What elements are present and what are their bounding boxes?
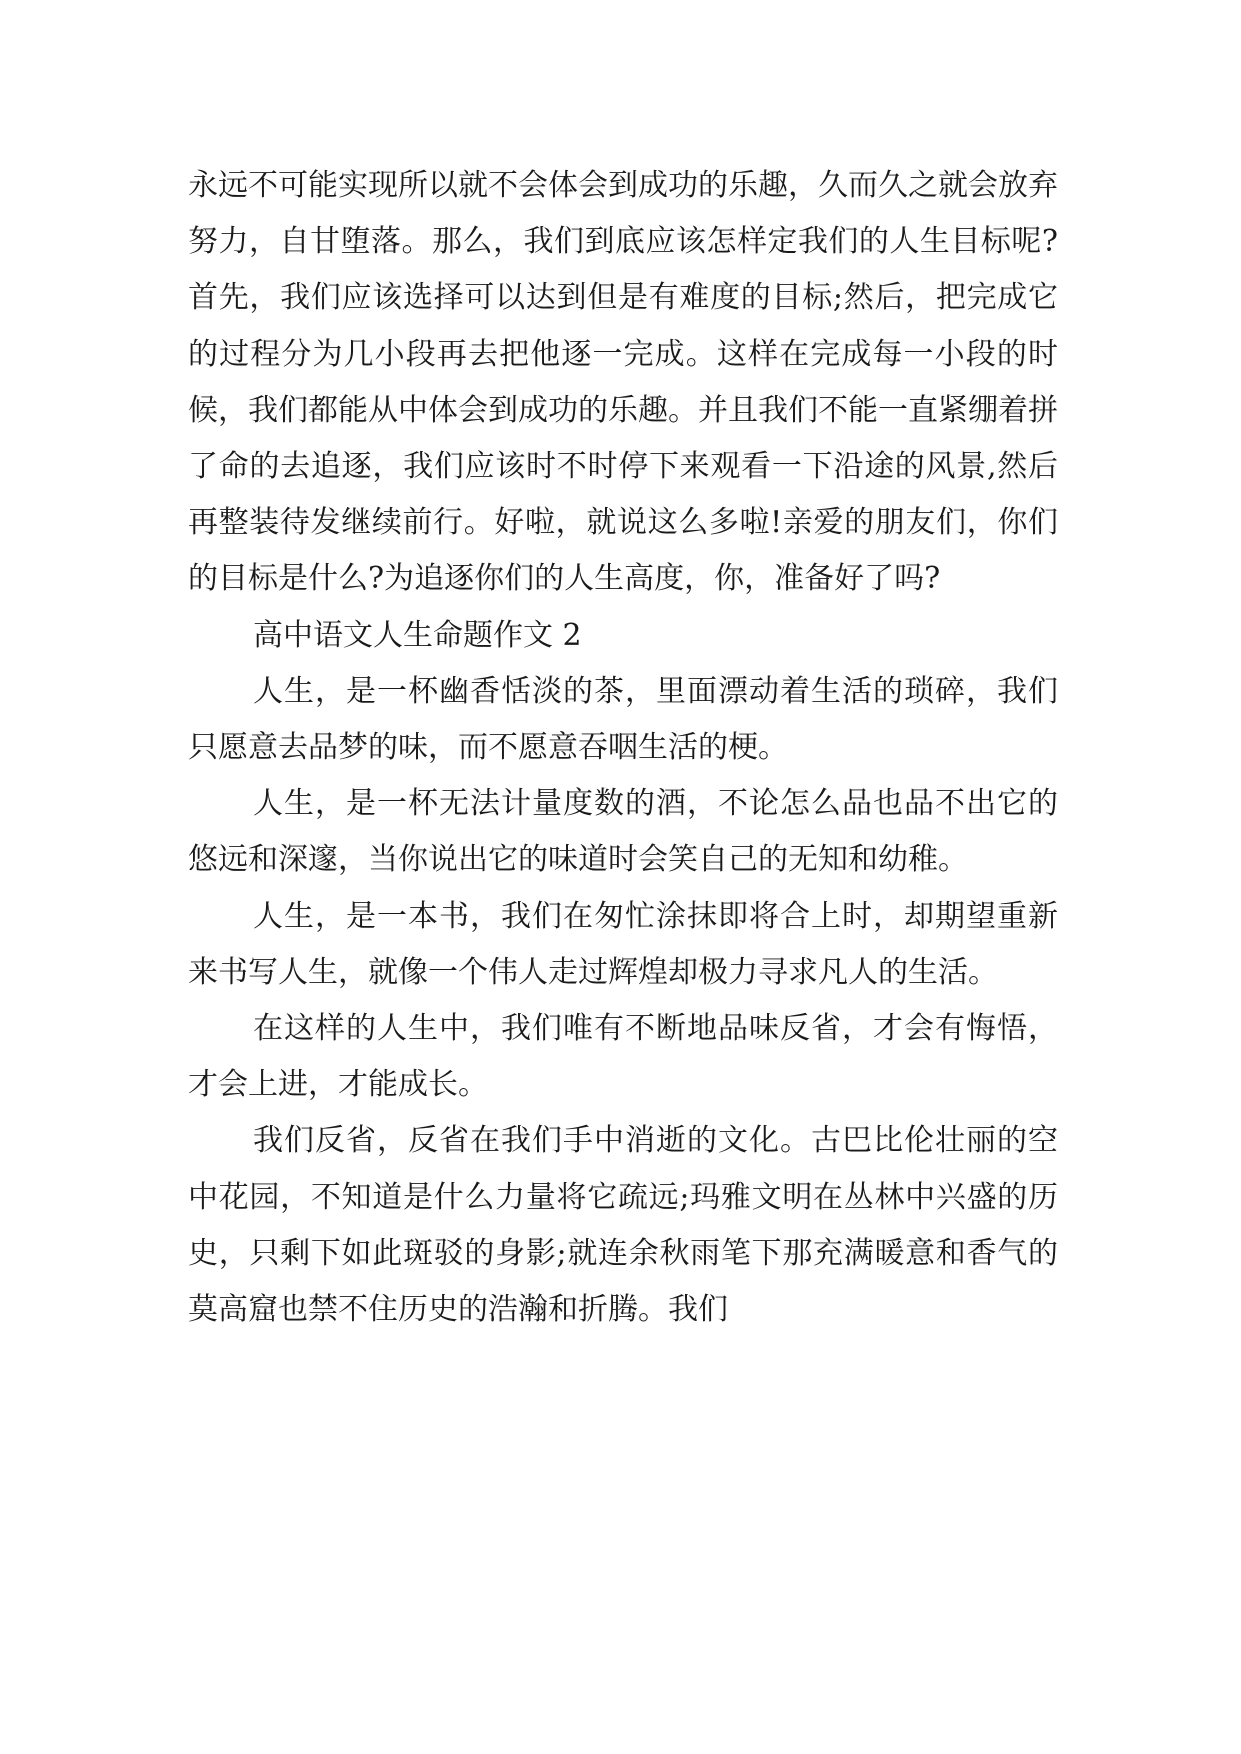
paragraph-6: 我们反省，反省在我们手中消逝的文化。古巴比伦壮丽的空中花园，不知道是什么力量将它疏远;玛雅文明在丛林中兴盛的历史，只剩下如此斑驳的身影;就连余秋雨笔下那充满暖意和香气的莫高窟也禁不住历史的浩瀚和折腾。我们 <box>188 1123 1058 1328</box>
document-page <box>188 158 1058 1338</box>
paragraph-2: 人生，是一杯幽香恬淡的茶，里面漂动着生活的琐碎，我们只愿意去品梦的味，而不愿意吞咽生活的梗。 <box>188 673 1058 766</box>
section-heading: 高中语文人生命题作文 2 <box>253 617 582 653</box>
paragraph-4: 人生，是一本书，我们在匆忙涂抹即将合上时，却期望重新来书写人生，就像一个伟人走过辉煌却极力寻求凡人的生活。 <box>188 898 1058 990</box>
paragraph-1: 永远不可能实现所以就不会体会到成功的乐趣，久而久之就会放弃努力，自甘堕落。那么，我们到底应该怎样定我们的人生目标呢?首先，我们应该选择可以达到但是有难度的目标;然后，把完成它的过程分为几小段再去把他逐一完成。这样在完成每一小段的时候，我们都能从中体会到成功的乐趣。并且我们不能一直紧绷着拼了命的去追逐，我们应该时不时停下来观看一下沿途的风景,然后再整装待发继续前行。好啦，就说这么多啦!亲爱的朋友们，你们的目标是什么?为追逐你们的人生高度，你，准备好了吗? <box>188 168 1058 597</box>
paragraph-5: 在这样的人生中，我们唯有不断地品味反省，才会有悔悟，才会上进，才能成长。 <box>188 1011 1058 1103</box>
paragraph-3: 人生，是一杯无法计量度数的酒，不论怎么品也品不出它的悠远和深邃，当你说出它的味道时会笑自己的无知和幼稚。 <box>188 786 1058 878</box>
